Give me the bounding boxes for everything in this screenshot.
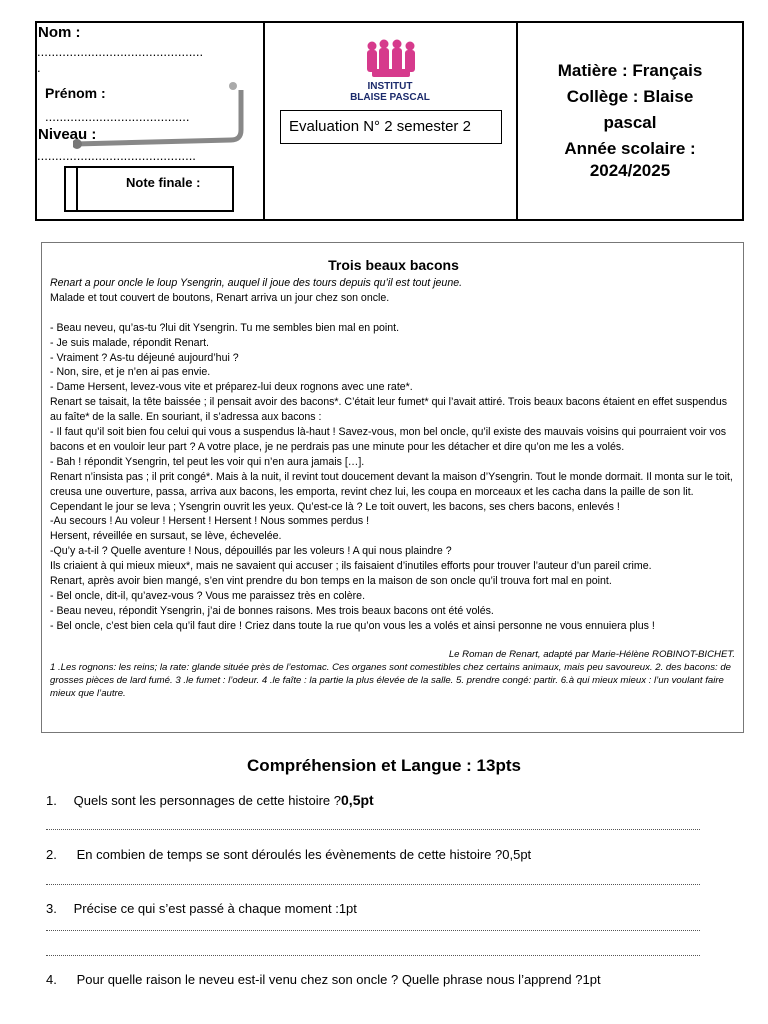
- passage-line: - Non, sire, et je n’en ai pas envie.: [50, 366, 211, 379]
- passage-line: Cependant le jour se leva ; Ysengrin ouvrit les yeux. Qu’est-ce là ? Le toit ouvert, les bacons, ses chers bacons, enlevés !: [50, 500, 620, 513]
- firstname-field[interactable]: ........................................: [45, 109, 190, 124]
- passage-line: - Vraiment ? As-tu déjeuné aujourd’hui ?: [50, 351, 239, 364]
- grade-box-tab: [66, 168, 78, 212]
- passage-line: - Dame Hersent, levez-vous vite et préparez-lui deux rognons avec une rate*.: [50, 381, 413, 394]
- question-number: 2.: [46, 847, 57, 862]
- logo-text-line1: INSTITUT: [367, 81, 413, 92]
- passage-line: Hersent, réveillée en sursaut, se lève, échevelée.: [50, 530, 282, 543]
- passage-source: Le Roman de Renart, adapté par Marie-Hélène ROBINOT-BICHET.: [448, 648, 735, 660]
- question-text: Quels sont les personnages de cette histoire ?: [73, 793, 342, 808]
- college-line1: Collège : Blaise: [566, 87, 694, 106]
- passage-line: Renart, après avoir bien mangé, s’en vint prendre du bon temps en la maison de son oncle qu’il trouva fort mal en point.: [50, 575, 612, 588]
- passage-line: - Beau neveu, répondit Ysengrin, j’ai de bonnes raisons. Mes trois beaux bacons ont été volés.: [50, 604, 494, 617]
- passage-line: Renart n’insista pas ; il prit congé*. Mais à la nuit, il revint tout doucement devant la maison d’Ysengrin. Tout le monde dormait. Il monta sur le toit, creusa une ouverture, passa, arriva aux bacons, les emporta, revint chez lui, les coupa en morceaux et les cacha dans la paille de son lit.: [50, 470, 733, 498]
- school-logo-text: [335, 81, 445, 103]
- school-cell: [265, 23, 518, 219]
- name-field-extra: .: [37, 60, 41, 75]
- student-info-cell: [37, 23, 265, 219]
- passage-line: - Bel oncle, c’est bien cela qu’il faut dire ! Criez dans toute la rue qu’on vous les a volés et ainsi personne ne vous ennuiera plus !: [50, 619, 655, 632]
- question-number: 4.: [46, 972, 57, 987]
- passage-line: - Je suis malade, répondit Renart.: [50, 336, 209, 349]
- answer-line[interactable]: [46, 930, 700, 931]
- name-field[interactable]: ..............................................: [37, 44, 204, 59]
- passage-title: Trois beaux bacons: [328, 257, 459, 273]
- course-info-cell: [518, 23, 742, 219]
- passage-line: - Beau neveu, qu’as-tu ?lui dit Ysengrin. Tu me sembles bien mal en point.: [50, 321, 400, 334]
- question-text: Pour quelle raison le neveu est-il venu chez son oncle ? Quelle phrase nous l’apprend ?1pt: [76, 972, 601, 987]
- passage-line: -Au secours ! Au voleur ! Hersent ! Hersent ! Nous sommes perdus !: [50, 515, 370, 528]
- answer-line[interactable]: [46, 829, 700, 830]
- question-number: 1.: [46, 793, 57, 808]
- section-title: Compréhension et Langue : 13pts: [247, 756, 521, 775]
- logo-text-line2: BLAISE PASCAL: [350, 92, 430, 103]
- passage-line: [50, 306, 737, 321]
- question-number: 3.: [46, 901, 57, 916]
- question-points: 0,5pt: [341, 792, 374, 808]
- year-label: Année scolaire :: [564, 139, 696, 158]
- passage-footnotes: 1 .Les rognons: les reins; la rate: glande située près de l’estomac. Ces organes sont comestibles chez certains animaux, mais peu savoureux. 2. des bacons: de grosses pièces de lard fumé. 3 .le fumet : l’odeur. 4 .le faîte : la partie la plus élevée de la salle. 5. prendre congé: partir. 6.à qui mieux mieux : l’un voulant faire mieux que l’autre.: [50, 661, 731, 699]
- firstname-label: Prénom :: [45, 85, 106, 101]
- question-4: [46, 972, 601, 987]
- passage-body: [50, 291, 737, 634]
- question-text: Précise ce qui s’est passé à chaque moment :1pt: [73, 901, 357, 916]
- evaluation-title: Evaluation N° 2 semester 2: [280, 110, 502, 144]
- level-label: Niveau :: [38, 126, 97, 143]
- question-1: [46, 792, 374, 808]
- answer-line[interactable]: [46, 955, 700, 956]
- passage-line: Ils criaient à qui mieux mieux*, mais ne savaient qui accuser ; ils faisaient d’inutiles efforts pour trouver l’auteur d’un pareil crime.: [50, 560, 652, 573]
- passage-line: Malade et tout couvert de boutons, Renart arriva un jour chez son oncle.: [50, 291, 390, 304]
- answer-line[interactable]: [46, 884, 700, 885]
- question-3: [46, 901, 357, 916]
- college-line2: pascal: [603, 113, 657, 132]
- header-table: [35, 21, 744, 221]
- subject-line: Matière : Français: [557, 61, 703, 80]
- level-field[interactable]: ............................................: [37, 148, 196, 163]
- question-text: En combien de temps se sont déroulés les évènements de cette histoire ?0,5pt: [76, 847, 532, 862]
- name-label: Nom :: [38, 24, 81, 41]
- passage-line: - Bel oncle, dit-il, qu’avez-vous ? Vous me paraissez très en colère.: [50, 590, 366, 603]
- passage-line: -Qu’y a-t-il ? Quelle aventure ! Nous, dépouillés par les voleurs ! A qui nous plaindre ?: [50, 545, 452, 558]
- passage-line: Renart se taisait, la tête baissée ; il pensait avoir des bacons*. C’était leur fumet* qui l’avait attiré. Trois beaux bacons étaient en effet suspendus au faîte* de la salle. En souriant, il s’adressa aux bacons :: [50, 396, 728, 424]
- final-grade-label: Note finale :: [126, 175, 201, 190]
- passage-line: - Il faut qu’il soit bien fou celui qui vous a suspendus là-haut ! Savez-vous, mon bel oncle, qu’il existe des mauvais voisins qui pourraient voir vos bacons et en vouloir leur part ? A votre place, je ne perdrais pas une minute pour les détacher et dire qu’on me les a volés.: [50, 426, 727, 453]
- final-grade-box: [64, 166, 234, 212]
- passage-intro: Renart a pour oncle le loup Ysengrin, auquel il joue des tours depuis qu’il est tout jeune.: [50, 277, 463, 289]
- question-2: [46, 847, 531, 862]
- school-logo-icon: [364, 39, 418, 79]
- passage-line: - Bah ! répondit Ysengrin, tel peut les voir qui n’en aura jamais […].: [50, 455, 365, 468]
- reading-passage: [41, 242, 744, 733]
- year-value: 2024/2025: [589, 161, 671, 180]
